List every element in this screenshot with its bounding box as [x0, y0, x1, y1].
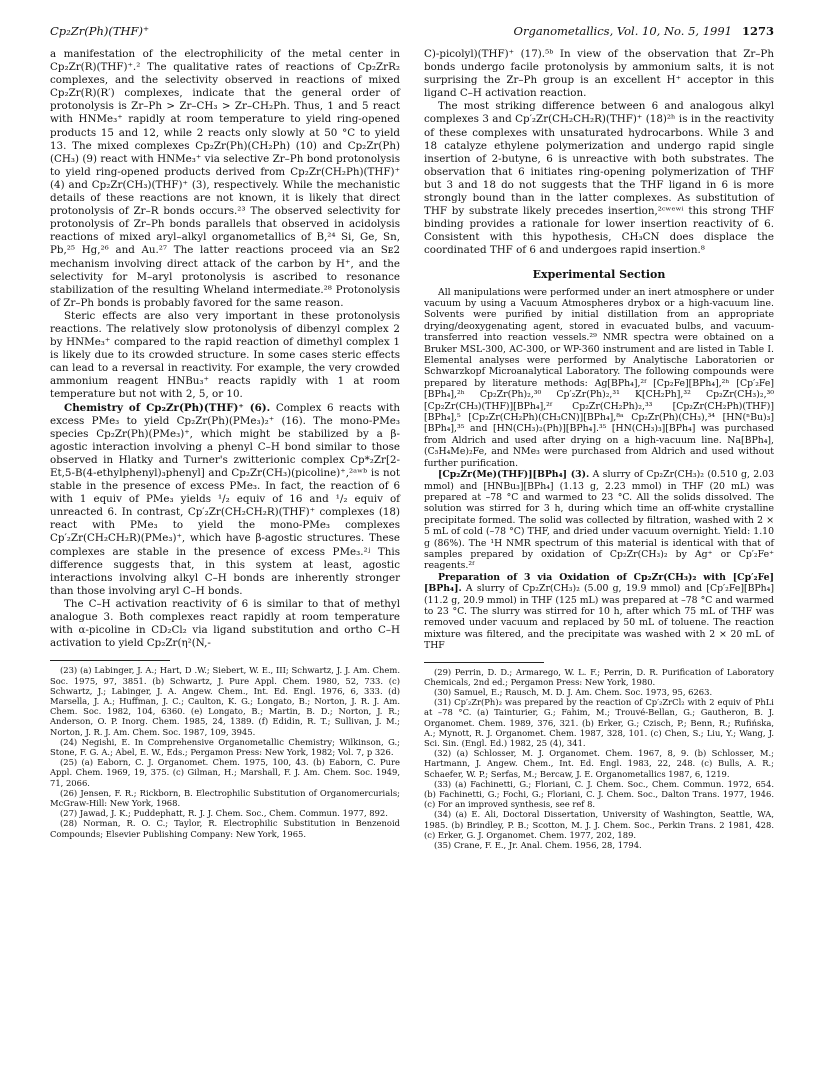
- footnote: (35) Crane, F. E., Jr. Anal. Chem. 1956, 28, 1794.: [434, 840, 642, 851]
- footnote: (32) (a) Schlosser, M. J. Organomet. Chem. 1967, 8, 9. (b) Schlosser, M.; Hartmann, J. Angew. Chem., Int. Ed. Engl. 1983, 22, 248. (c) Bulls, A. R.; Schaefer, W. P.; Serfas, M.; Bercaw, J. E. Organometallics 1987, 6, 1219.: [424, 748, 774, 779]
- journal-citation: Organometallics, Vol. 10, No. 5, 1991: [513, 24, 732, 38]
- footnote: (24) Negishi, E. In Comprehensive Organometallic Chemistry; Wilkinson, G.; Stone, F. G. A.; Abel, E. W., Eds.; Pergamon Press: New York, 1982; Vol. 7, p 326.: [50, 736, 400, 757]
- paragraph: C)-picolyl)(THF)⁺ (17).⁵ᵇ In view of the observation that Zr–Ph bonds undergo facile protonolysis by ammonium salts, it is not surprising the Zr–Ph group is an excellent H⁺ acceptor in this ligand C–H activation reaction.: [424, 48, 774, 100]
- footnote: (33) (a) Fachinetti, G.; Floriani, C. J. Chem. Soc., Chem. Commun. 1972, 654. (b) Fachinetti, G.; Fochi, G.; Floriani, C. J. Chem. Soc., Dalton Trans. 1977, 1946. (c) For an improved synthesis, see ref 8.: [424, 778, 774, 810]
- paragraph: Steric effects are also very important in these protonolysis reactions. The relatively slow protonolysis of dibenzyl complex 2 by HNMe₃⁺ compared to the rapid reaction of dimethyl complex 1 is likely due to its crowded structure. In some cases steric effects can lead to a reversal in reactivity. For example, the very crowded ammonium reagent HNBu₃⁺ reacts rapidly with 1 at room temperature but not with 2, 5, or 10.: [50, 309, 400, 401]
- footnote: (25) (a) Eaborn, C. J. Organomet. Chem. 1975, 100, 43. (b) Eaborn, C. Pure Appl. Chem. 1969, 19, 375. (c) Gilman, H.; Marshall, F. J. Am. Chem. Soc. 1949, 71, 2066.: [50, 757, 400, 788]
- section-heading: Experimental Section: [532, 267, 666, 281]
- experimental-text: [424, 287, 774, 652]
- paragraph: The C–H activation reactivity of 6 is similar to that of methyl analogue 3. Both complexes react rapidly at room temperature with α-picoline in CD₂Cl₂ via ligand substitution and ortho C–H activation to yield Cp₂Zr(η²(N,-: [50, 597, 400, 650]
- paragraph: All manipulations were performed under an inert atmosphere or under vacuum by using a Vacuum Atmospheres drybox or a high-vacuum line. Solvents were purified by initial distillation from an appropriate drying/deoxygenating agent, stored in evacuated bulbs, and vacuum-transferred into reaction vessels.²⁹ NMR spectra were obtained on a Bruker MSL-300, AC-300, or WP-360 instrument and are listed in Table I. Elemental analyses were performed by Analytische Laboratorien or Schwarzkopf Microanalytical Laboratory. The following compounds were prepared by literature methods: Ag[BPh₄],²ᶠ [Cp₂Fe][BPh₄],²ʰ [Cp′₂Fe][BPh₄],²ʰ Cp₂Zr(Ph)₂,³⁰ Cp′₂Zr(Ph)₂,³¹ K[CH₂Ph],³² Cp₂Zr(CH₃)₂,³⁰ [Cp₂Zr(CH₃)(THF)][BPh₄],²ᶠ Cp₂Zr(CH₂Ph)₂,³³ [Cp₂Zr(CH₂Ph)(THF)][BPh₄],⁵ [Cp₂Zr(CH₂Ph)(CH₃CN)][BPh₄],⁸ᵃ Cp₂Zr(Ph)(CH₃),³⁴ [HN(ⁿBu)₃][BPh₄],³⁵ and [HN(CH₃)₂(Ph)][BPh₄].³⁵ [HN(CH₃)₃][BPh₄] was purchased from Aldrich and used after drying on a high-vacuum line. Na[BPh₄], (C₅H₄Me)₂Fe, and NMe₃ were purchased from Aldrich and used without further purification.: [424, 286, 774, 469]
- footnote: (30) Samuel, E.; Rausch, M. D. J. Am. Chem. Soc. 1973, 95, 6263.: [434, 687, 713, 697]
- paragraph-text: Complex 6 reacts with excess PMe₃ to yield Cp₂Zr(Ph)(PMe₃)₂⁺ (16). The mono-PMe₃ species Cp₂Zr(Ph)(PMe₃)⁺, which might be stabilized by a β-agostic interaction involving a phenyl C–H bond similar to those observed in Hlatky and Turner's zwitterionic complex Cp*₂Zr[2-Et,5-B(4-ethylphenyl)₃phenyl] and Cp₂Zr(CH₃)(picoline)⁺,²ᵃʷᵇ is not stable in the presence of excess PMe₃. In fact, the reaction of 6 with 1 equiv of PMe₃ yields ¹/₂ equiv of 16 and ¹/₂ equiv of unreacted 6. In contrast, Cp′₂Zr(CH₂CH₂R)(THF)⁺ complexes (18) react with PMe₃ to yield the mono-PMe₃ complexes Cp′₂Zr(CH₂CH₂R)(PMe₃)⁺, which have β-agostic structures. These complexes are stable in the presence of excess PMe₃.²ʲ This difference suggests that, in this system at least, agostic interactions involving alkyl C–H bonds are inherently stronger than those involving aryl C–H bonds.: [50, 401, 400, 597]
- paragraph-text: A slurry of Cp₂Zr(CH₃)₂ (5.00 g, 19.9 mmol) and [Cp′₂Fe][BPh₄] (11.2 g, 20.9 mmol) in THF (125 mL) was prepared at –78 °C and warmed to 23 °C. The slurry was stirred for 10 h, after which 75 mL of THF was removed under vacuum and replaced by 50 mL of toluene. The reaction mixture was filtered, and the precipitate was washed with 2 × 20 mL of THF: [424, 583, 774, 652]
- left-column: [50, 48, 400, 850]
- paragraph-text: A slurry of Cp₂Zr(CH₃)₂ (0.510 g, 2.03 mmol) and [HNBu₃][BPh₄] (1.13 g, 2.23 mmol) in THF (20 mL) was prepared at –78 °C and warmed to 23 °C. All the solids dissolved. The solution was stirred for 3 h, during which time an off-white crystalline precipitate formed. The solid was collected by filtration, washed with 2 × 5 mL of cold (–78 °C) THF, and dried under vacuum overnight. Yield: 1.10 g (86%). The ¹H NMR spectrum of this material is identical with that of samples prepared by oxidation of Cp₂Zr(CH₃)₂ by Ag⁺ or Cp′₂Fe⁺ reagents.²ᶠ: [424, 469, 774, 572]
- paragraph: [50, 402, 400, 598]
- paragraph: [424, 469, 774, 572]
- footnote: (23) (a) Labinger, J. A.; Hart, D .W.; Siebert, W. E., III; Schwartz, J. J. Am. Chem. Soc. 1975, 97, 3851. (b) Schwartz, J. Pure Appl. Chem. 1980, 52, 733. (c) Schwartz, J.; Labinger, J. A. Angew. Chem., Int. Ed. Engl. 1976, 6, 333. (d) Marsella, J. A.; Huffman, J. C.; Caulton, K. G.; Longato, B.; Norton, J. R. J. Am. Chem. Soc. 1982, 104, 6360. (e) Longato, B.; Martin, B. D.; Norton, J. R.; Anderson, O. P. Inorg. Chem. 1985, 24, 1389. (f) Edidin, R. T.; Sullivan, J. M.; Norton, J. R. J. Am. Chem. Soc. 1987, 109, 3945.: [50, 665, 400, 737]
- footnotes-left: [50, 665, 400, 838]
- page-number: 1273: [741, 24, 774, 38]
- footnote: (31) Cp′₂Zr(Ph)₂ was prepared by the reaction of Cp′₂ZrCl₂ with 2 equiv of PhLi at –78 °C. (a) Tainturier, G.; Fahim, M.; Trouvé-Bellan, G.; Gautheron, B. J. Organomet. Chem. 1989, 376, 321. (b) Erker, G.; Czisch, P.; Benn, R.; Rufińska, A.; Mynott, R. J. Organomet. Chem. 1987, 328, 101. (c) Chen, S.; Liu, Y.; Wang, J. Sci. Sin. (Engl. Ed.) 1982, 25 (4), 341.: [424, 697, 774, 749]
- paragraph: The most striking difference between 6 and analogous alkyl complexes 3 and Cp′₂Zr(CH₂CH₂R)(THF)⁺ (18)²ʰ is in the reactivity of these complexes with unsaturated hydrocarbons. While 3 and 18 catalyze ethylene polymerization and undergo rapid single insertion of 2-butyne, 6 is unreactive with both substrates. The observation that 6 initiates ring-opening polymerization of THF but 3 and 18 do not suggests that the THF ligand in 6 is more strongly bound than in the latter complexes. As substitution of THF by substrate likely precedes insertion,²ᶜʷᵉʷⁱ this strong THF binding provides a rationale for lower insertion reactivity of 6. Consistent with this hypothesis, CH₃CN does displace the coordinated THF of 6 and undergoes rapid insertion.⁸: [424, 100, 774, 257]
- two-column-body: [50, 48, 774, 850]
- footnote: (26) Jensen, F. R.; Rickborn, B. Electrophilic Substitution of Organomercurials; McGraw-Hill: New York, 1968.: [50, 787, 400, 808]
- right-column: [424, 48, 774, 850]
- footnote: (29) Perrin, D. D.; Armarego, W. L. F.; Perrin, D. R. Purification of Laboratory Chemicals, 2nd ed.; Pergamon Press: New York, 1980.: [424, 666, 774, 687]
- footnote: (27) Jawad, J. K.; Puddephatt, R. J. J. Chem. Soc., Chem. Commun. 1977, 892.: [60, 808, 388, 819]
- running-head-journal: [514, 24, 774, 44]
- footnote: (34) (a) E. Ali, Doctoral Dissertation, University of Washington, Seattle, WA, 1985. (b) Brindley, P. B.; Scotton, M. J. J. Chem. Soc., Perkin Trans. 2 1981, 428. (c) Erker, G. J. Organomet. Chem. 1977, 202, 189.: [424, 809, 774, 840]
- footnote-rule: [50, 660, 170, 661]
- paragraph: a manifestation of the electrophilicity of the metal center in Cp₂Zr(R)(THF)⁺.² The qualitative rates of reactions of Cp₂ZrR₂ complexes, and the selectivity observed in reactions of mixed Cp₂Zr(R)(R′) complexes, indicate that the general order of protonolysis is Zr–Ph > Zr–CH₃ > Zr–CH₂Ph. Thus, 1 and 5 react with HNMe₃⁺ rapidly at room temperature to yield ring-opened products 15 and 12, while 2 reacts only slowly at 50 °C to yield 13. The mixed complexes Cp₂Zr(Ph)(CH₂Ph) (10) and Cp₂Zr(Ph)(CH₃) (9) react with HNMe₃⁺ via selective Zr–Ph bond protonolysis to yield ring-opened products derived from Cp₂Zr(CH₂Ph)(THF)⁺ (4) and Cp₂Zr(CH₃)(THF)⁺ (3), respectively. While the mechanistic details of these reactions are not known, it is likely that direct protonolysis of Zr–R bonds occurs.²³ The observed selectivity for protonolysis of Zr–Ph bonds parallels that observed in acidolysis reactions of mixed aryl–alkyl organometallics of B,²⁴ Si, Ge, Sn, Pb,²⁵ Hg,²⁶ and Au.²⁷ The latter reactions proceed via an Sᴇ2 mechanism involving direct attack of the carbon by H⁺, and the selectivity for M–aryl protonolysis is ascribed to resonance stabilization of the resulting Wheland intermediate.²⁸ Protonolysis of Zr–Ph bonds is probably favored for the same reason.: [50, 48, 400, 309]
- running-head-title: Cp₂Zr(Ph)(THF)⁺: [50, 24, 150, 38]
- footnote: (28) Norman, R. O. C.; Taylor, R. Electrophilic Substitution in Benzenoid Compounds; Elsevier Publishing Company: New York, 1965.: [50, 818, 400, 839]
- paragraph-run-in-title: Chemistry of Cp₂Zr(Ph)(THF)⁺ (6).: [64, 401, 271, 414]
- running-head: [50, 24, 774, 44]
- paragraph: [424, 572, 774, 652]
- paragraph-run-in-title: Preparation of 3 via Oxidation of Cp₂Zr(CH₃)₂ with [Cp′₂Fe][BPh₄].: [424, 571, 774, 595]
- paragraph-run-in-title: [Cp₂Zr(Me)(THF)][BPh₄] (3).: [438, 469, 590, 481]
- footnote-rule: [424, 662, 544, 663]
- footnotes-right: [424, 667, 774, 851]
